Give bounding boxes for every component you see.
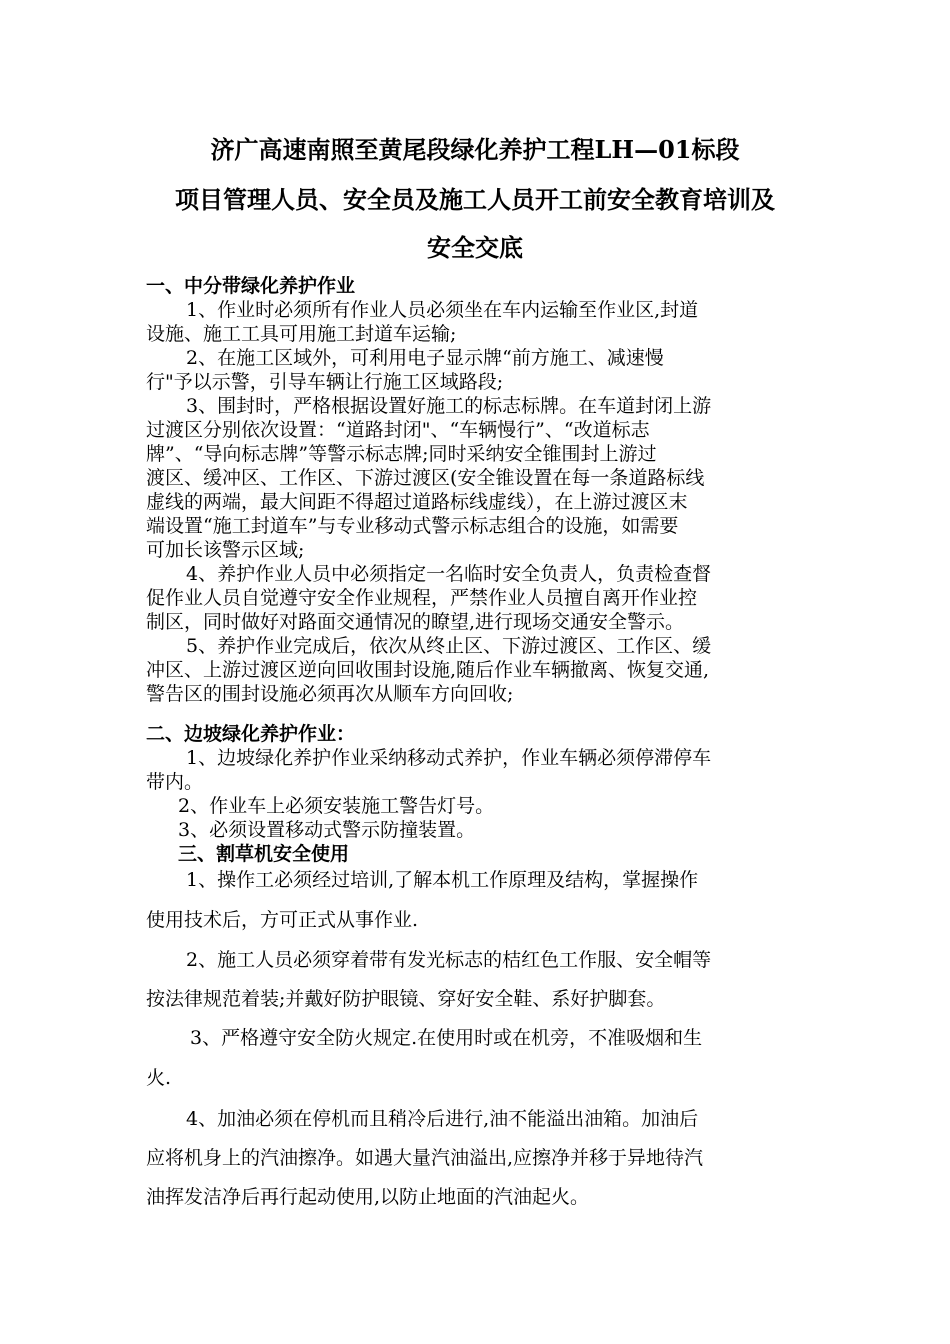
section-1-line: 警告区的围封设施必须再次从顺车方向回收; [146,683,514,705]
section-1-line: 设施、施工工具可用施工封道车运输; [146,323,457,345]
section-2-line: 1、边坡绿化养护作业采纳移动式养护，作业车辆必须停滞停车 [186,747,712,769]
section-2-line: 2、作业车上必须安装施工警告灯号。 [178,795,495,817]
section-1-line: 冲区、上游过渡区逆向回收围封设施,随后作业车辆撤离、恢复交通, [146,659,710,681]
section-3-line: 火. [146,1067,172,1089]
section-1-line: 虚线的两端，最大间距不得超过道路标线虚线），在上游过渡区末 [146,491,688,513]
section-3-heading: 三、割草机安全使用 [178,843,350,865]
section-1-line: 牌”、“导向标志牌”等警示标志牌;同时采纳安全锥围封上游过 [146,443,657,465]
section-1-line: 5、养护作业完成后，依次从终止区、下游过渡区、工作区、缓 [186,635,712,657]
section-1-line: 3、围封时，严格根据设置好施工的标志标牌。在车道封闭上游 [186,395,712,417]
section-2-line: 带内。 [146,771,204,793]
section-1-line: 2、在施工区域外，可利用电子显示牌“前方施工、减速慢 [186,347,664,369]
section-1-line: 促作业人员自觉遵守安全作业规程，严禁作业人员擅自离开作业控 [146,587,698,609]
document-title-line-2: 项目管理人员、安全员及施工人员开工前安全教育培训及 [175,185,775,214]
section-1-heading: 一、中分带绿化养护作业 [146,275,356,297]
section-2-line: 3、必须设置移动式警示防撞装置。 [178,819,476,841]
section-3-line: 1、操作工必须经过培训,了解本机工作原理及结构，掌握操作 [186,869,699,891]
document-title-line-1: 济广高速南照至黄尾段绿化养护工程LH—01标段 [210,135,740,164]
section-1 [146,274,816,706]
section-1-line: 可加长该警示区域; [146,539,305,561]
section-3-line: 3、严格遵守安全防火规定.在使用时或在机旁，不准吸烟和生 [190,1027,703,1049]
section-3-line: 2、施工人员必须穿着带有发光标志的桔红色工作服、安全帽等 [186,949,712,971]
document-title-line-3: 安全交底 [427,233,523,262]
section-1-line: 过渡区分别依次设置：“道路封闭"、“车辆慢行”、“改道标志 [146,419,650,441]
section-1-line: 4、养护作业人员中必须指定一名临时安全负责人，负责检查督 [186,563,712,585]
section-3-line: 应将机身上的汽油擦净。如遇大量汽油溢出,应擦净并移于异地待汽 [146,1147,704,1169]
section-3-line: 4、加油必须在停机而且稍冷后进行,油不能溢出油箱。加油后 [186,1108,699,1130]
section-1-line: 渡区、缓冲区、工作区、下游过渡区(安全锥设置在每一条道路标线 [146,467,705,489]
section-1-line: 1、作业时必须所有作业人员必须坐在车内运输至作业区,封道 [186,299,699,321]
section-1-line: 端设置“施工封道车”与专业移动式警示标志组合的设施，如需要 [146,515,679,537]
section-1-line: 制区，同时做好对路面交通情况的瞭望,进行现场交通安全警示。 [146,611,685,633]
section-3-line: 使用技术后，方可正式从事作业. [146,909,419,931]
section-2 [146,722,816,866]
section-3-line: 按法律规范着装;并戴好防护眼镜、穿好安全鞋、系好护脚套。 [146,988,666,1010]
section-1-line: 行"予以示警，引导车辆让行施工区域路段; [146,371,504,393]
section-2-heading: 二、边坡绿化养护作业： [146,723,356,745]
section-3-line: 油挥发洁净后再行起动使用,以防止地面的汽油起火。 [146,1186,590,1208]
